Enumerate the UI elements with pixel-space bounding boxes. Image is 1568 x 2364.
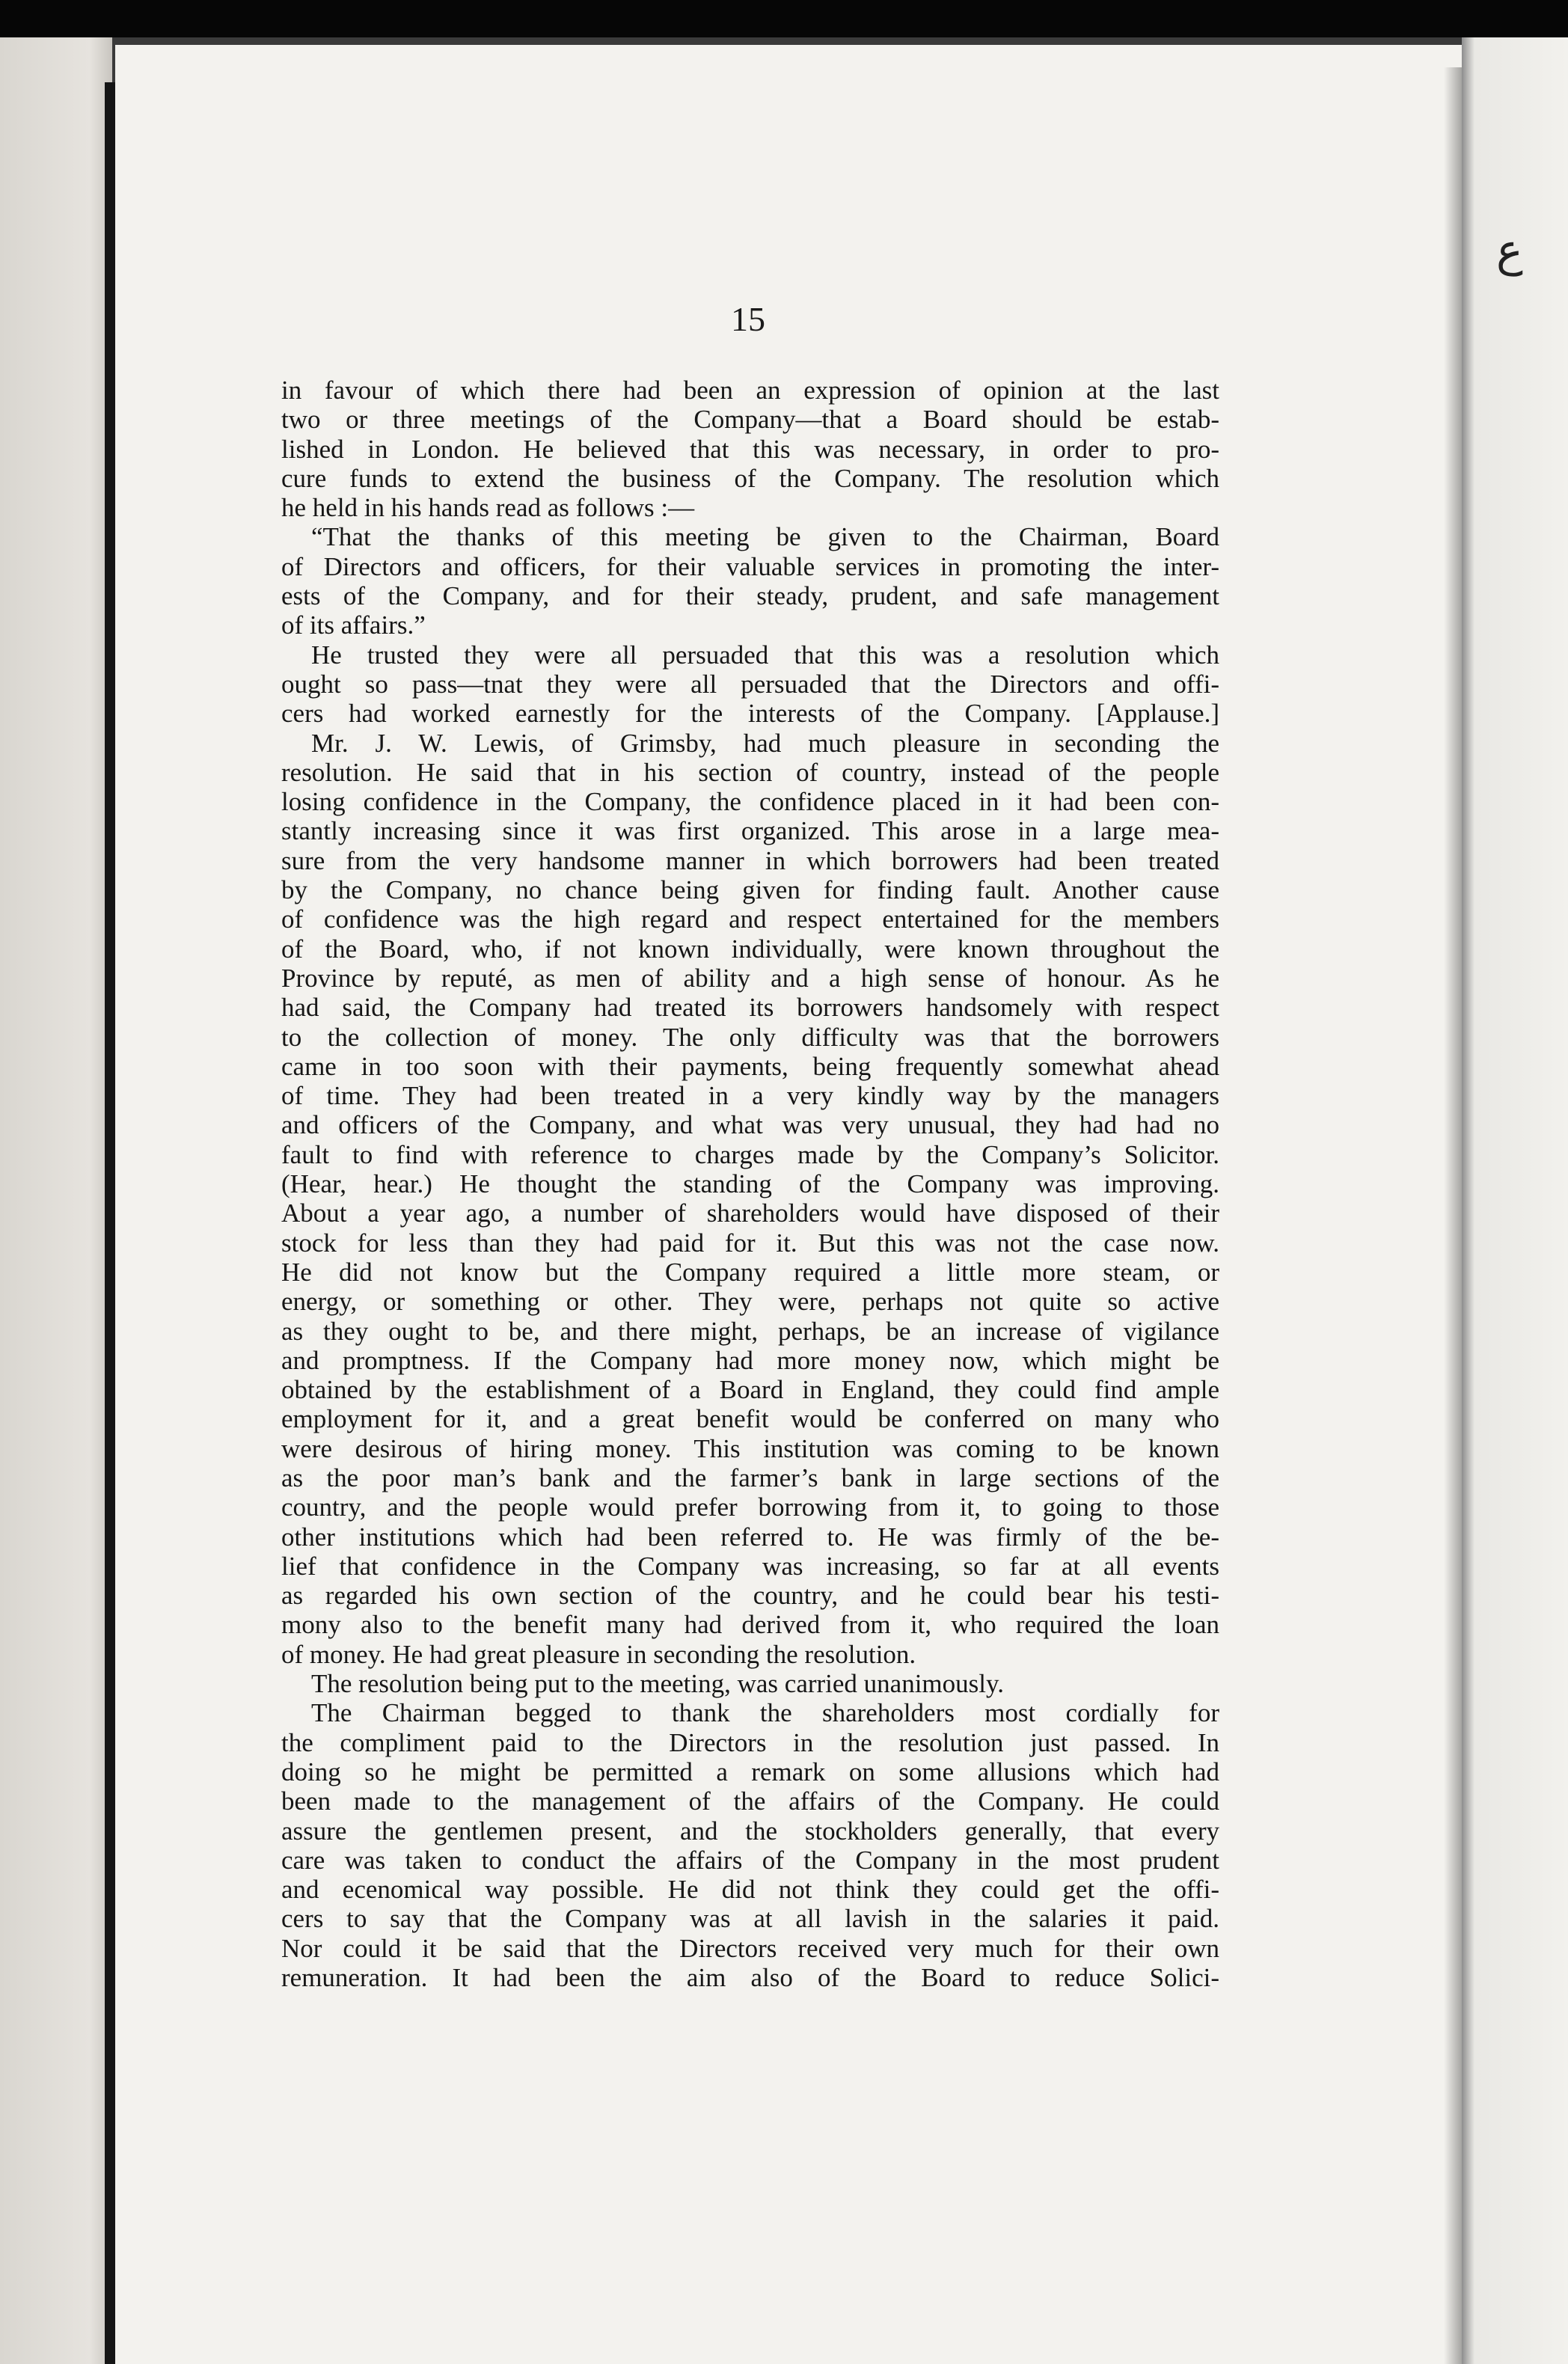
text-line: of time. They had been treated in a very kindly way by the managers (281, 1081, 1219, 1111)
text-line: The resolution being put to the meeting, was carried unanimously. (311, 1669, 1004, 1699)
text-line: been made to the management of the affairs of the Company. He could (281, 1786, 1219, 1816)
text-line: care was taken to conduct the affairs of the Company in the most prudent (281, 1845, 1219, 1875)
text-line: of its affairs.” (281, 610, 426, 640)
text-line: The Chairman begged to thank the shareholders most cordially for (311, 1698, 1219, 1728)
text-line: the compliment paid to the Directors in the resolution just passed. In (281, 1727, 1219, 1757)
text-line: doing so he might be permitted a remark on some allusions which had (281, 1757, 1219, 1786)
text-line: cers to say that the Company was at all lavish in the salaries it paid. (281, 1904, 1219, 1934)
text-line: by the Company, no chance being given for finding fault. Another cause (281, 875, 1219, 905)
text-line: ests of the Company, and for their steady, prudent, and safe management (281, 581, 1219, 611)
text-line: remuneration. It had been the aim also of the Board to reduce Solici- (281, 1963, 1219, 1993)
text-line: energy, or something or other. They were, perhaps not quite so active (281, 1287, 1219, 1317)
right-margin-strip (1462, 37, 1568, 2364)
text-line: and officers of the Company, and what was very unusual, they had had no (281, 1110, 1219, 1140)
text-line: losing confidence in the Company, the confidence placed in it had been con- (281, 787, 1219, 817)
text-line: as regarded his own section of the country, and he could bear his testi- (281, 1581, 1219, 1611)
text-line: fault to find with reference to charges made by the Company’s Solicitor. (281, 1139, 1219, 1169)
text-line: obtained by the establishment of a Board in England, they could find ample (281, 1375, 1219, 1405)
text-line: of the Board, who, if not known individually, were known throughout the (281, 934, 1219, 964)
text-line: had said, the Company had treated its borrowers handsomely with respect (281, 993, 1219, 1023)
text-line: Province by reputé, as men of ability and a high sense of honour. As he (281, 963, 1219, 993)
text-line: He trusted they were all persuaded that this was a resolution which (311, 640, 1219, 670)
text-line: two or three meetings of the Company—that a Board should be estab- (281, 405, 1219, 435)
text-line: as the poor man’s bank and the farmer’s bank in large sections of the (281, 1463, 1219, 1492)
text-line: assure the gentlemen present, and the stockholders generally, that every (281, 1816, 1219, 1846)
binding-shadow (105, 82, 115, 2364)
text-line: of confidence was the high regard and respect entertained for the members (281, 904, 1219, 934)
text-line: and promptness. If the Company had more money now, which might be (281, 1345, 1219, 1375)
body-text (281, 376, 1219, 1992)
text-line: resolution. He said that in his section of country, instead of the people (281, 757, 1219, 787)
text-line: Mr. J. W. Lewis, of Grimsby, had much pleasure in seconding the (311, 728, 1219, 758)
text-line: other institutions which had been referred to. He was firmly of the be- (281, 1522, 1219, 1552)
text-line: sure from the very handsome manner in which borrowers had been treated (281, 845, 1219, 875)
text-line: employment for it, and a great benefit would be conferred on many who (281, 1404, 1219, 1434)
text-line: stantly increasing since it was first organized. This arose in a large mea- (281, 816, 1219, 846)
text-line: and ecenomical way possible. He did not think they could get the offi- (281, 1875, 1219, 1905)
page-number: 15 (731, 300, 765, 338)
text-line: ought so pass—tnat they were all persuaded that the Directors and offi- (281, 669, 1219, 699)
text-line: to the collection of money. The only difficulty was that the borrowers (281, 1022, 1219, 1052)
text-line: were desirous of hiring money. This institution was coming to be known (281, 1433, 1219, 1463)
text-line: came in too soon with their payments, being frequently somewhat ahead (281, 1051, 1219, 1081)
text-line: lished in London. He believed that this was necessary, in order to pro- (281, 434, 1219, 464)
text-line: He did not know but the Company required a little more steam, or (281, 1257, 1219, 1287)
text-line: country, and the people would prefer borrowing from it, to going to those (281, 1492, 1219, 1522)
text-line: cure funds to extend the business of the Company. The resolution which (281, 463, 1219, 493)
text-line: cers had worked earnestly for the interests of the Company. [Applause.] (281, 699, 1219, 729)
text-line: in favour of which there had been an expression of opinion at the last (281, 376, 1219, 405)
text-line: of Directors and officers, for their valuable services in promoting the inter- (281, 551, 1219, 581)
text-line: “That the thanks of this meeting be given to the Chairman, Board (311, 522, 1219, 552)
text-line: he held in his hands read as follows :— (281, 493, 695, 523)
previous-page-edge (0, 37, 112, 2364)
text-line: About a year ago, a number of shareholders would have disposed of their (281, 1198, 1219, 1228)
text-line: (Hear, hear.) He thought the standing of the Company was improving. (281, 1169, 1219, 1199)
page-edge-shadow (1444, 67, 1463, 2364)
text-line: of money. He had great pleasure in seconding the resolution. (281, 1639, 916, 1669)
text-line: stock for less than they had paid for it. But this was not the case now. (281, 1228, 1219, 1258)
text-line: mony also to the benefit many had derived from it, who required the loan (281, 1610, 1219, 1640)
scan-top-border (0, 0, 1568, 37)
text-line: Nor could it be said that the Directors received very much for their own (281, 1933, 1219, 1963)
margin-mark: ع (1496, 224, 1523, 277)
text-line: as they ought to be, and there might, perhaps, be an increase of vigilance (281, 1316, 1219, 1346)
text-line: lief that confidence in the Company was increasing, so far at all events (281, 1551, 1219, 1581)
